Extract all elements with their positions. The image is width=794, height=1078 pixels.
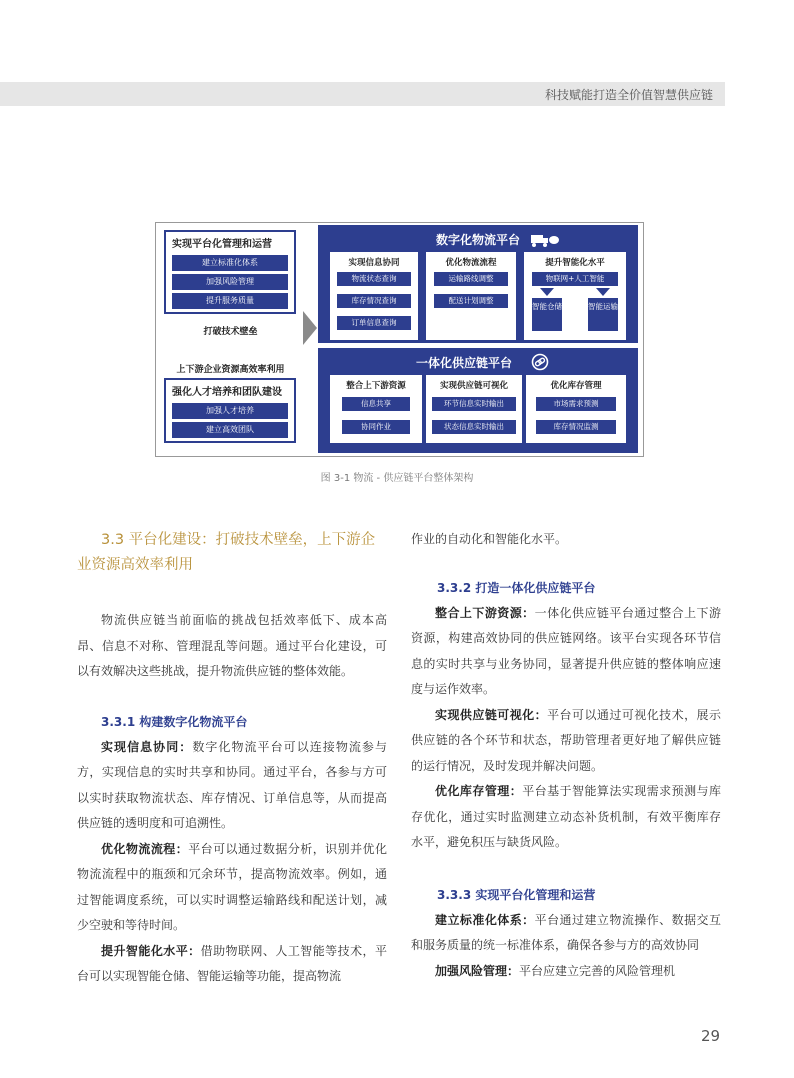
platform-management-title: 实现平台化管理和运营 xyxy=(172,239,272,250)
down-arrow-icon xyxy=(596,288,610,296)
right-column xyxy=(411,527,721,984)
term-process-optimization: 优化物流流程： xyxy=(101,841,189,856)
platform-management-box xyxy=(164,230,296,314)
item-smart-transport: 智能运输 xyxy=(588,298,618,331)
break-barrier-label: 打破技术壁垒 xyxy=(203,327,258,337)
text-info-collaboration: 数字化物流平台可以连接物流参与方，实现信息的实时共享和协同。通过平台，各参与方可以实时获取物流状态、库存情况、订单信息等，从而提高供应链的透明度和可追溯性。 xyxy=(77,739,387,830)
paragraph-risk xyxy=(411,959,721,985)
down-arrow-icon xyxy=(540,288,554,296)
talent-team-title: 强化人才培养和团队建设 xyxy=(172,387,282,398)
term-standardization: 建立标准化体系： xyxy=(435,912,535,927)
inventory-optimization-card xyxy=(526,375,626,443)
architecture-figure xyxy=(155,222,644,457)
resource-integration-title: 整合上下游资源 xyxy=(346,381,406,391)
section-title: 3.3 平台化建设：打破技术壁垒，上下游企业资源高效率利用 xyxy=(77,532,376,573)
paragraph-intelligence xyxy=(77,939,387,990)
intelligence-card xyxy=(524,252,626,340)
item-inventory-query: 库存情况查询 xyxy=(337,294,411,308)
paragraph-info-collaboration xyxy=(77,735,387,837)
info-collaboration-title: 实现信息协同 xyxy=(348,258,400,268)
text-standardization: 平台通过建立物流操作、数据交互和服务质量的统一标准体系，确保各参与方的高效协同 xyxy=(411,912,721,952)
item-status-output: 状态信息实时输出 xyxy=(432,420,516,434)
left-column xyxy=(77,528,387,990)
paragraph-resource-integration xyxy=(411,601,721,703)
item-inventory-monitor: 库存情况监测 xyxy=(536,420,616,434)
paragraph-standardization xyxy=(411,908,721,959)
term-visualization: 实现供应链可视化： xyxy=(435,707,548,722)
figure-caption: 图 3-1 物流 - 供应链平台整体架构 xyxy=(320,473,474,484)
item-collab-work: 协同作业 xyxy=(342,420,410,434)
intro-paragraph: 物流供应链当前面临的挑战包括效率低下、成本高昂、信息不对称、管理混乱等问题。通过平台化建设，可以有效解决这些挑战，提升物流供应链的整体效能。 xyxy=(77,613,387,678)
term-info-collaboration: 实现信息协同： xyxy=(101,739,193,754)
item-order-query: 订单信息查询 xyxy=(337,316,411,330)
text-process-optimization: 平台可以通过数据分析，识别并优化物流流程中的瓶颈和冗余环节，提高物流效率。例如，通过智能调度系统，可以实时调整运输路线和配送计划，减少空驶和等待时间。 xyxy=(77,841,387,932)
process-optimization-title: 优化物流流程 xyxy=(445,258,497,268)
item-route-adjust: 运输路线调整 xyxy=(434,272,508,286)
paragraph-process-optimization xyxy=(77,837,387,939)
visualization-card xyxy=(426,375,522,443)
text-intelligence: 借助物联网、人工智能等技术，平台可以实现智能仓储、智能运输等功能，提高物流 xyxy=(77,943,387,983)
resource-integration-card xyxy=(330,375,422,443)
item-stage-output: 环节信息实时输出 xyxy=(432,397,516,411)
running-header-title: 科技赋能打造全价值智慧供应链 xyxy=(544,88,713,102)
text-resource-integration: 一体化供应链平台通过整合上下游资源，构建高效协同的供应链网络。该平台实现各环节信息的实时共享与业务协同，显著提升供应链的整体响应速度与运作效率。 xyxy=(411,605,721,696)
text-risk: 平台应建立完善的风险管理机 xyxy=(519,963,676,978)
item-service-quality: 提升服务质量 xyxy=(172,293,288,309)
item-talent-training: 加强人才培养 xyxy=(172,403,288,419)
link-chain-icon xyxy=(531,353,549,371)
item-efficient-team: 建立高效团队 xyxy=(172,422,288,438)
right-arrow-icon xyxy=(303,311,317,345)
text-visualization: 平台可以通过可视化技术，展示供应链的各个环节和状态，帮助管理者更好地了解供应链的运行情况，及时发现并解决问题。 xyxy=(411,707,721,773)
item-standardization: 建立标准化体系 xyxy=(172,255,288,271)
item-demand-forecast: 市场需求预测 xyxy=(536,397,616,411)
item-info-sharing: 信息共享 xyxy=(342,397,410,411)
platform-divider xyxy=(318,343,638,348)
item-iot-ai: 物联网+人工智能 xyxy=(532,272,618,286)
process-optimization-card xyxy=(426,252,516,340)
term-resource-integration: 整合上下游资源： xyxy=(435,605,535,620)
paragraph-visualization xyxy=(411,703,721,780)
integrated-platform-title: 一体化供应链平台 xyxy=(415,356,512,370)
subsection-3-3-3-title: 3.3.3 实现平台化管理和运营 xyxy=(437,887,596,902)
inventory-optimization-title: 优化库存管理 xyxy=(550,381,602,391)
paragraph-inventory xyxy=(411,779,721,856)
term-risk: 加强风险管理： xyxy=(435,963,520,978)
digital-platform-title: 数字化物流平台 xyxy=(435,233,520,247)
continuation-text: 作业的自动化和智能化水平。 xyxy=(411,532,568,546)
figure-right-column xyxy=(318,225,638,453)
visualization-title: 实现供应链可视化 xyxy=(439,381,508,391)
talent-team-box xyxy=(164,378,296,443)
item-risk-management: 加强风险管理 xyxy=(172,274,288,290)
item-logistics-status: 物流状态查询 xyxy=(337,272,411,286)
term-inventory: 优化库存管理： xyxy=(435,784,523,798)
running-header xyxy=(0,82,725,106)
figure-left-column xyxy=(159,226,302,451)
resource-efficiency-label: 上下游企业资源高效率利用 xyxy=(176,365,285,375)
truck-cloud-icon xyxy=(530,229,560,249)
term-intelligence: 提升智能化水平： xyxy=(101,943,201,958)
page-number: 29 xyxy=(701,1027,721,1045)
info-collaboration-card xyxy=(330,252,418,340)
subsection-3-3-2-title: 3.3.2 打造一体化供应链平台 xyxy=(437,580,596,595)
subsection-3-3-1-title: 3.3.1 构建数字化物流平台 xyxy=(101,714,248,729)
item-smart-warehouse: 智能仓储 xyxy=(532,298,562,331)
intelligence-title: 提升智能化水平 xyxy=(545,258,605,268)
text-inventory: 平台基于智能算法实现需求预测与库存优化，通过实时监测建立动态补货机制，有效平衡库存水平，避免积压与缺货风险。 xyxy=(411,784,721,849)
item-delivery-adjust: 配送计划调整 xyxy=(434,294,508,308)
